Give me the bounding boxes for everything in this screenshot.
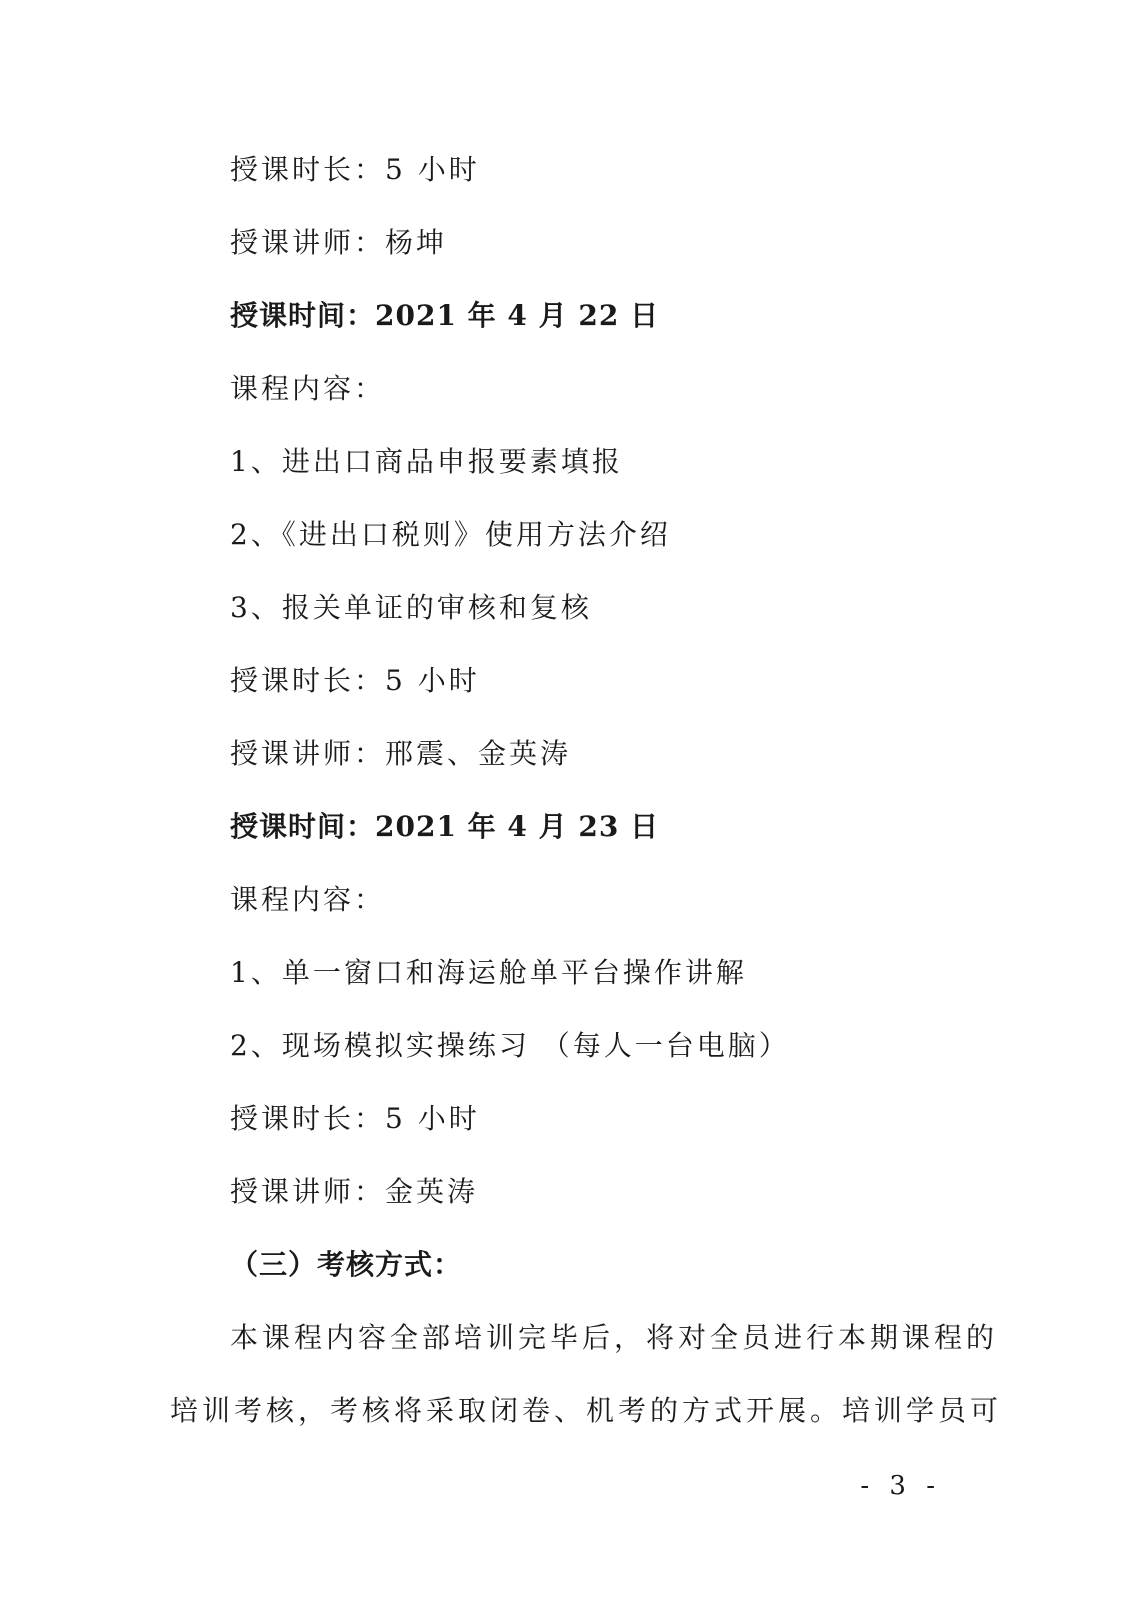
course-content-label-1: 课程内容： [230,372,386,405]
course-item: 2、《进出口税则》使用方法介绍 [230,518,671,551]
assessment-paragraph-line-1: 本课程内容全部培训完毕后，将对全员进行本期课程的 [230,1321,999,1354]
course-item: 2、现场模拟实操练习 （每人一台电脑） [230,1029,790,1062]
course-content-label-2: 课程内容： [230,883,386,916]
course-date-heading-1: 授课时间：2021 年 4 月 22 日 [230,299,660,332]
course-duration-3: 授课时长：5 小时 [230,1102,480,1135]
course-instructor-3: 授课讲师：金英涛 [230,1175,479,1208]
section-heading-assessment: （三）考核方式： [230,1248,463,1281]
course-date-heading-2: 授课时间：2021 年 4 月 23 日 [230,810,660,843]
page-number: - 3 - [860,1471,941,1501]
course-duration-2: 授课时长：5 小时 [230,664,480,697]
course-item: 1、进出口商品申报要素填报 [230,445,623,478]
course-item: 3、报关单证的审核和复核 [230,591,592,624]
assessment-paragraph-line-2: 培训考核，考核将采取闭卷、机考的方式开展。培训学员可 [170,1394,1003,1427]
course-item: 1、单一窗口和海运舱单平台操作讲解 [230,956,747,989]
course-instructor-1: 授课讲师：杨坤 [230,226,448,259]
course-instructor-2: 授课讲师：邢震、金英涛 [230,737,572,770]
course-duration-1: 授课时长：5 小时 [230,153,480,186]
